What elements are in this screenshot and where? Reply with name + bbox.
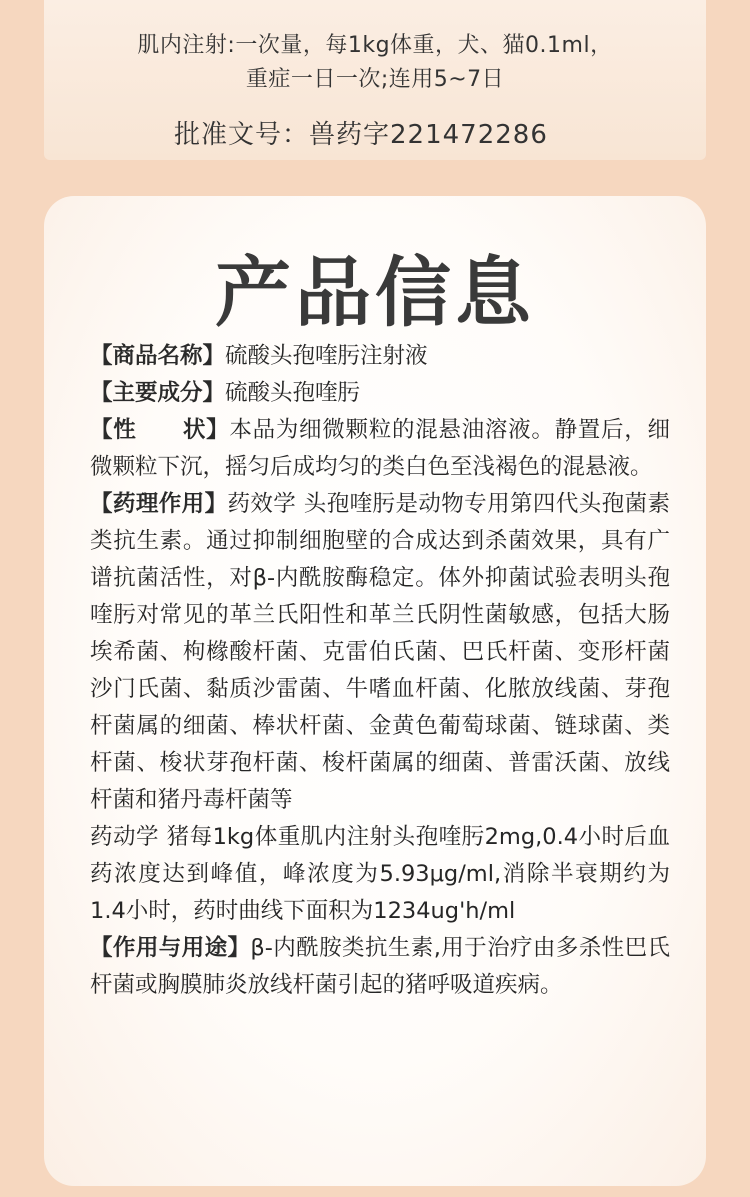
dosage-card [44, 0, 706, 160]
product-info-content [90, 338, 670, 1004]
pharmacology-value: 药效学 头孢喹肟是动物专用第四代头孢菌素类抗生素。通过抑制细胞壁的合成达到杀菌效果，具有广谱抗菌活性，对β-内酰胺酶稳定。体外抑菌试验表明头孢喹肟对常见的革兰氏阳性和革兰氏阴性菌敏感，包括大肠埃希菌、枸橼酸杆菌、克雷伯氏菌、巴氏杆菌、变形杆菌沙门氏菌、黏质沙雷菌、牛嗜血杆菌、化脓放线菌、芽孢杆菌属的细菌、棒状杆菌、金黄色葡萄球菌、链球菌、类杆菌、梭状芽孢杆菌、梭杆菌属的细菌、普雷沃菌、放线杆菌和猪丹毒杆菌等 [90, 491, 670, 813]
pharmacology-label: 【药理作用】 [90, 491, 228, 517]
ingredient-label: 【主要成分】 [90, 380, 226, 406]
property-row [90, 412, 670, 486]
usage-row [90, 930, 670, 1004]
usage-value: β-内酰胺类抗生素,用于治疗由多杀性巴氏杆菌或胸膜肺炎放线杆菌引起的猪呼吸道疾病。 [90, 935, 670, 998]
section-title: 产品信息 [215, 248, 535, 337]
property-value: 本品为细微颗粒的混悬油溶液。静置后，细微颗粒下沉，摇匀后成均匀的类白色至浅褐色的混悬液。 [90, 417, 670, 480]
ingredient-row [90, 375, 670, 412]
dosage-line-1: 肌内注射:一次量，每1kg体重，犬、猫0.1ml， [137, 33, 613, 58]
approval-number: 批准文号：兽药字221472286 [174, 120, 548, 150]
product-name-row [90, 338, 670, 375]
product-info-card [44, 196, 706, 1186]
product-name-value: 硫酸头孢喹肟注射液 [225, 343, 428, 369]
pharmacokinetics-row: 药动学 猪每1kg体重肌内注射头孢喹肟2mg,0.4小时后血药浓度达到峰值，峰浓度为5.93μg/ml,消除半衰期约为1.4小时，药时曲线下面积为1234ug'h/ml [90, 824, 670, 924]
ingredient-value: 硫酸头孢喹肟 [225, 380, 361, 406]
pharmacology-row [90, 486, 670, 819]
product-name-label: 【商品名称】 [90, 343, 226, 369]
usage-label: 【作用与用途】 [90, 935, 251, 961]
dosage-line-2: 重症一日一次;连用5~7日 [245, 67, 505, 92]
property-label: 【性 状】 [90, 417, 230, 443]
